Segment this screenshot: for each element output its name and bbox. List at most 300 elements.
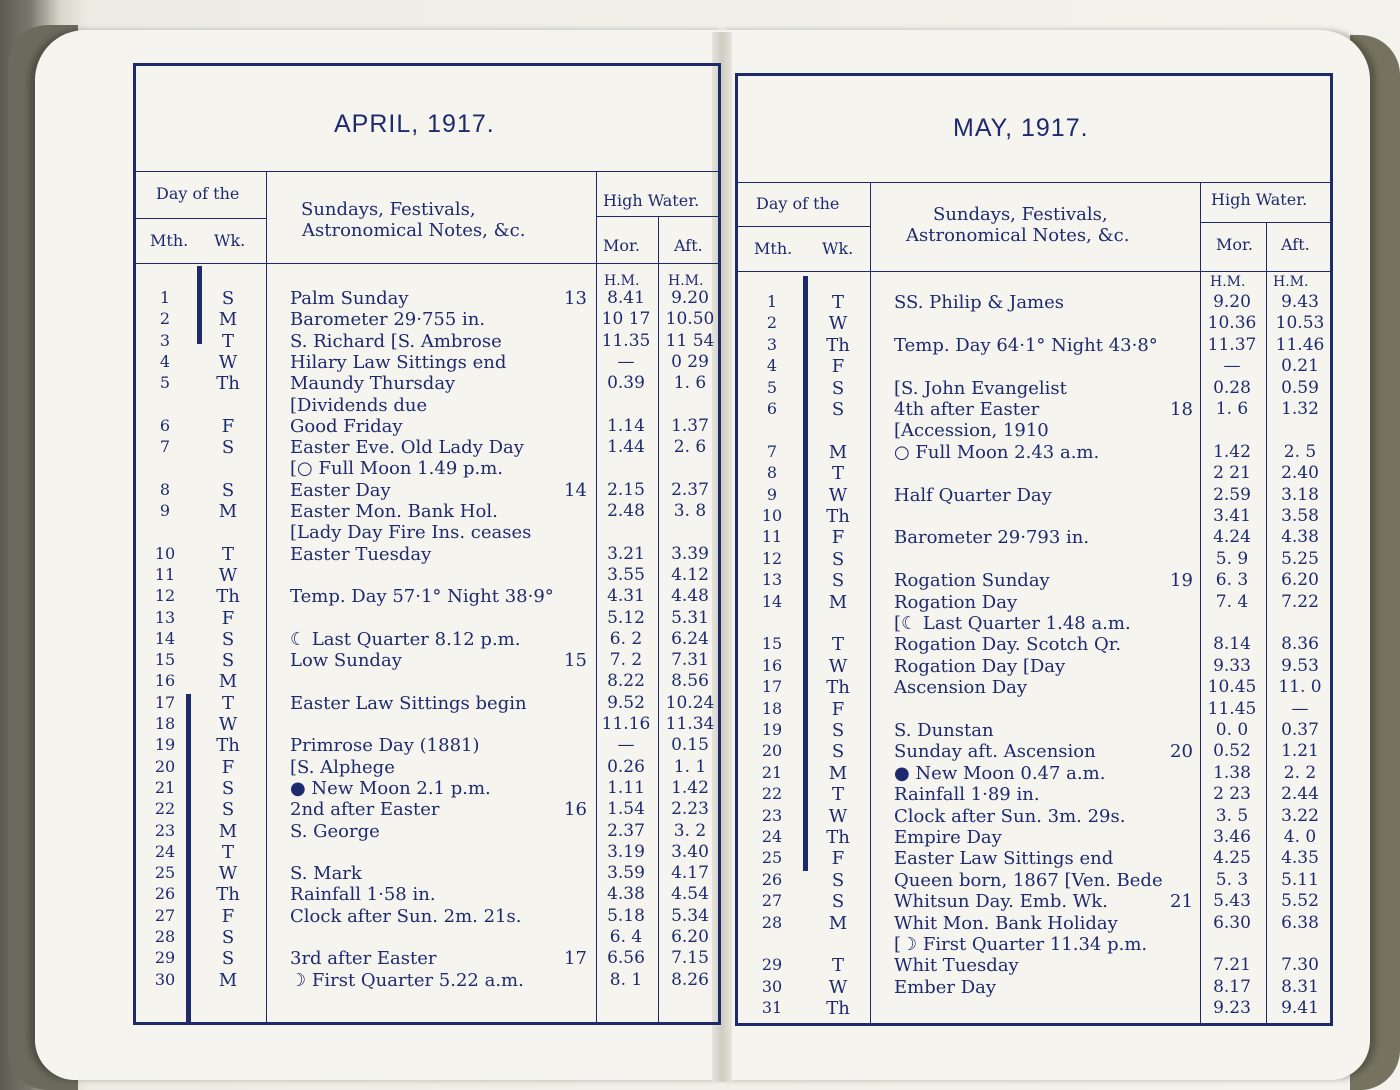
cell-wk: S [221,437,235,459]
cell-wk: S [831,377,845,399]
table-row [738,699,1330,720]
cell-mth: 8 [766,463,778,483]
cell-note: 4th after Easter [894,399,1040,420]
table-row [738,870,1330,891]
table-row [738,506,1330,527]
table-row [738,720,1330,741]
table-row [738,292,1330,313]
table-row [136,948,718,969]
cell-aft: 7.31 [671,650,709,671]
table-row [738,656,1330,677]
cell-note: [Accession, 1910 [894,420,1049,442]
cell-wk: W [828,655,848,677]
cell-wk: T [831,634,844,656]
cell-note: S. Mark [290,863,362,885]
cell-mth: 12 [761,548,783,568]
cell-wk: T [831,784,844,806]
table-row [136,458,718,479]
cell-mth: 24 [154,841,176,861]
table-row [738,313,1330,334]
cell-mth: 13 [154,607,176,627]
cell-mth: 5 [766,377,778,397]
divider [136,218,266,219]
cell-aft: 6.20 [1281,570,1319,591]
cell-mor: 0.28 [1213,377,1251,398]
cell-note: S. George [290,820,380,842]
cell-aft: 8.56 [671,671,709,692]
cell-mth: 20 [154,756,176,776]
cell-wk: F [221,756,235,778]
cell-aft: 8.26 [671,969,709,990]
cell-mth: 10 [154,543,176,563]
cell-note: Rogation Day [894,591,1018,613]
cell-wk: S [221,288,235,309]
cell-mth: 22 [154,799,176,819]
cell-mor: — [617,351,635,372]
table-row [738,356,1330,377]
table-row [738,442,1330,463]
cell-aft: 7.22 [1281,591,1319,612]
cell-mor: 6.56 [607,948,645,969]
cell-aft: 3. 2 [673,820,707,841]
cell-note: Easter Day [290,479,391,501]
cell-wk: T [831,955,844,977]
cell-aft: 2. 6 [673,437,707,458]
table-row [136,586,718,607]
cell-wk: Th [826,827,850,848]
cell-mth: 4 [159,351,171,371]
cell-mth: 10 [761,506,783,525]
cell-mor: 1.44 [607,437,645,458]
cell-aft: 5.34 [671,905,709,926]
cell-wk: M [828,762,848,784]
cell-mth: 7 [159,437,171,457]
table-row [136,501,718,522]
cell-mor: 5.43 [1213,891,1251,912]
cell-mth: 23 [154,820,176,840]
cell-aft: — [1291,698,1309,719]
table-row [136,416,718,437]
day-of-the-header: Day of the [756,194,840,213]
cell-aft: 0.15 [671,735,709,756]
cell-note: Easter Law Sittings end [894,848,1114,870]
hm-label: H.M. [604,273,640,289]
cell-mor: 7. 2 [609,650,643,671]
cell-aft: 9.41 [1281,998,1319,1019]
cell-wk: W [828,976,848,998]
cell-mor: 3.46 [1213,827,1251,847]
cell-note: Whit Tuesday [894,955,1019,977]
cell-mth: 14 [761,591,783,611]
cell-mth: 23 [761,805,783,825]
table-row [738,399,1330,420]
table-row [136,927,718,948]
notes-header-line1: Sundays, Festivals, [301,199,476,220]
cell-mth: 18 [761,698,783,718]
cell-note: Ember Day [894,976,997,998]
cell-mor: 11.16 [601,714,651,734]
cell-aft: 8.36 [1281,634,1319,655]
cell-wk: Th [826,998,850,1020]
cell-mor: 0.39 [607,373,645,394]
cell-aft: 4.12 [671,564,709,585]
cell-mth: 6 [766,399,778,418]
cell-note: Rainfall 1·58 in. [290,884,436,906]
divider [136,171,718,172]
mor-header: Mor. [603,236,640,255]
table-row [738,378,1330,399]
table-row [738,613,1330,634]
cell-mor: 0.52 [1213,741,1251,762]
cell-mth: 30 [761,976,783,996]
cell-mor: 3.19 [607,841,645,862]
notes-header-line2: Astronomical Notes, &c. [906,225,1130,246]
cell-note: S. Dunstan [894,720,994,741]
cell-wk: S [221,799,235,821]
cell-note: Temp. Day 64·1° Night 43·8° [894,334,1158,356]
cell-mor: 2.59 [1213,484,1251,505]
cell-wk: F [221,607,235,629]
cell-mth: 14 [154,628,176,648]
cell-mor: 3.59 [607,863,645,884]
cell-note: [Dividends due [290,394,428,416]
cell-mth: 15 [154,650,176,670]
high-water-header: High Water. [603,191,700,210]
cell-wk: Th [216,735,240,757]
cell-wk: Th [216,373,240,395]
cell-note: [S. Alphege [290,756,395,778]
notes-header-line2: Astronomical Notes, &c. [302,220,526,241]
cell-mor: 6. 2 [609,628,643,649]
table-row [136,629,718,650]
cell-wk: T [221,692,234,714]
cell-mth: 28 [154,927,176,946]
table-row [738,592,1330,613]
cell-note: [S. John Evangelist [894,377,1067,399]
cell-mor: 7.21 [1213,955,1251,976]
cell-mth: 4 [766,356,778,376]
aft-header: Aft. [674,236,703,255]
cell-mor: 10.36 [1207,313,1257,334]
table-row [738,420,1330,441]
cell-mor: 8.14 [1213,634,1251,655]
table-row [738,955,1330,976]
cell-note: [Lady Day Fire Ins. ceases [290,522,532,544]
cell-mth: 5 [159,373,171,393]
cell-aft: 1.37 [671,415,709,436]
cell-wk: W [218,351,238,373]
cell-note: [○ Full Moon 1.49 p.m. [290,458,504,480]
table-row [738,891,1330,912]
aft-header: Aft. [1281,235,1310,254]
cell-mth: 25 [154,863,176,883]
table-row [738,998,1330,1019]
cell-mor: 2.37 [607,820,645,841]
cell-mor: 1.42 [1213,441,1251,462]
cell-aft: 3.40 [671,841,709,862]
cell-wk: F [221,905,235,927]
cell-wk: S [831,548,845,570]
cell-mth: 3 [159,330,171,350]
cell-aft: 9.53 [1281,655,1319,676]
cell-mor: 3.21 [607,543,645,564]
table-row [738,848,1330,869]
mor-header: Mor. [1216,235,1253,254]
cell-mth: 17 [154,692,176,712]
cell-mth: 28 [761,912,783,932]
cell-aft: 0.37 [1281,720,1319,740]
cell-aft: 9.20 [671,288,709,308]
cell-mor: 1.11 [607,777,645,798]
cell-mth: 18 [154,714,176,733]
table-row [738,827,1330,848]
cell-aft: 1.21 [1281,741,1319,762]
cell-mth: 20 [761,741,783,761]
cell-aft: 11 54 [665,330,715,351]
cell-note: SS. Philip & James [894,292,1065,313]
cell-num: 20 [1170,741,1193,763]
table-row [136,352,718,373]
cell-note: Rogation Sunday [894,570,1050,592]
cell-aft: 4.54 [671,884,709,905]
cell-aft: 11.34 [665,714,715,734]
cell-aft: 2. 2 [1283,762,1317,783]
table-row [738,806,1330,827]
cell-wk: S [221,948,235,970]
cell-aft: 4.38 [1281,527,1319,548]
cell-mth: 13 [761,570,783,590]
cell-note: [☽ First Quarter 11.34 p.m. [894,934,1148,955]
cell-mth: 24 [761,827,783,846]
cell-aft: 11. 0 [1278,677,1322,698]
cell-aft: 11.46 [1275,334,1325,355]
divider [1200,222,1330,223]
table-row [136,544,718,565]
cell-mth: 7 [766,441,778,461]
cell-aft: 3.22 [1281,805,1319,826]
cell-aft: 3.58 [1281,506,1319,526]
table-row [136,650,718,671]
cell-mth: 31 [761,998,783,1018]
table-row [136,331,718,352]
cell-wk: M [218,969,238,991]
cell-wk: S [831,741,845,763]
table-row [738,463,1330,484]
table-row [136,693,718,714]
cell-num: 14 [564,479,587,501]
table-row [136,608,718,629]
cell-mth: 16 [154,671,176,691]
cell-note: ☽ First Quarter 5.22 a.m. [290,969,524,991]
cell-note: Barometer 29·755 in. [290,309,486,331]
cell-note: Whit Mon. Bank Holiday [894,912,1118,934]
cell-mor: 1.38 [1213,762,1251,783]
cell-wk: M [218,671,238,693]
divider [738,182,1330,183]
cell-note: Easter Law Sittings begin [290,692,527,714]
cell-mth: 15 [761,634,783,654]
cell-note: Low Sunday [290,650,402,672]
cell-mth: 29 [761,955,783,975]
cell-note: Whitsun Day. Emb. Wk. [894,891,1108,913]
cell-aft: 4. 0 [1283,827,1317,847]
cell-note: ● New Moon 2.1 p.m. [290,777,491,799]
cell-mor: 10.45 [1207,677,1257,698]
divider [738,271,1330,272]
table-row [136,395,718,416]
table-row [136,757,718,778]
table-row [738,485,1330,506]
cell-mor: 8.17 [1213,976,1251,997]
cell-mth: 19 [761,720,783,739]
cell-wk: S [221,777,235,799]
cell-mor: 0. 0 [1215,720,1249,740]
cell-note: 3rd after Easter [290,948,437,970]
table-row [738,634,1330,655]
cell-mor: 5. 9 [1215,548,1249,569]
cell-note: Barometer 29·793 in. [894,527,1090,549]
cell-wk: S [831,570,845,592]
cell-wk: T [831,463,844,485]
cell-mth: 6 [159,415,171,435]
mth-header: Mth. [150,231,189,250]
cell-mor: 1.14 [607,415,645,436]
cell-note: Rainfall 1·89 in. [894,784,1040,806]
table-row [738,677,1330,698]
cell-note: Rogation Day. Scotch Qr. [894,634,1122,656]
cell-note: Palm Sunday [290,288,409,309]
cell-mth: 1 [159,288,171,307]
cell-wk: W [828,313,848,335]
cell-mth: 27 [154,905,176,925]
table-row [136,884,718,905]
cell-wk: M [218,820,238,842]
cell-wk: S [221,650,235,672]
cell-wk: F [831,698,845,720]
cell-aft: 3.18 [1281,484,1319,505]
cell-wk: F [221,415,235,437]
cell-mth: 26 [154,884,176,904]
cell-wk: S [831,891,845,913]
cell-mor: 3. 5 [1215,805,1249,826]
cell-wk: M [218,309,238,331]
table-row [738,763,1330,784]
cell-wk: S [831,869,845,891]
table-row [738,549,1330,570]
page-title: APRIL, 1917. [334,110,495,138]
cell-wk: S [831,399,845,420]
cell-note: Half Quarter Day [894,484,1052,506]
cell-mth: 22 [761,784,783,804]
table-row [136,714,718,735]
table-row [738,934,1330,955]
cell-aft: 6.38 [1281,912,1319,933]
cell-mth: 9 [766,484,778,504]
cell-wk: T [221,841,234,863]
cell-mor: 6. 4 [609,927,643,947]
cell-mor: — [617,735,635,756]
cell-num: 21 [1170,891,1193,913]
cell-mor: 11.45 [1207,698,1257,719]
cell-wk: W [218,564,238,586]
table-row [136,480,718,501]
cell-aft: 4.48 [671,586,709,607]
cell-aft: 10.53 [1275,313,1325,334]
high-water-header: High Water. [1211,190,1308,209]
cell-mor: 9.33 [1213,655,1251,676]
cell-mth: 25 [761,848,783,868]
cell-aft: 1. 6 [673,373,707,394]
cell-note: Good Friday [290,415,403,437]
cell-mor: 4.25 [1213,848,1251,869]
cell-num: 15 [564,650,587,672]
cell-note: ○ Full Moon 2.43 a.m. [894,441,1100,463]
table-row [738,741,1330,762]
cell-mor: 10 17 [601,309,651,330]
cell-wk: S [221,628,235,650]
hm-label: H.M. [1210,274,1246,290]
cell-note: Rogation Day [Day [894,655,1066,677]
table-row [136,309,718,330]
cell-num: 17 [564,948,587,970]
cell-mor: 2.48 [607,501,645,521]
table-row [136,821,718,842]
cell-aft: 1.32 [1281,399,1319,419]
cell-mor: 3.41 [1213,506,1251,526]
cell-wk: W [218,863,238,885]
cell-aft: 6.24 [671,628,709,649]
cell-aft: 2. 5 [1283,441,1317,462]
cell-mth: 29 [154,948,176,968]
cell-aft: 3. 8 [673,501,707,521]
cell-mor: 11.37 [1207,334,1257,355]
cell-mth: 27 [761,891,783,911]
cell-wk: Th [826,334,850,356]
cell-mth: 30 [154,969,176,989]
cell-aft: 4.35 [1281,848,1319,869]
table-row [136,842,718,863]
cell-mth: 3 [766,334,778,354]
cell-aft: 1. 1 [673,756,707,777]
table-row [738,570,1330,591]
table-row [136,778,718,799]
cell-mor: 1. 6 [1215,399,1249,419]
cell-note: S. Richard [S. Ambrose [290,330,502,352]
cell-aft: 4.17 [671,863,709,884]
table-row [136,799,718,820]
table-row [738,784,1330,805]
cell-mor: 11.35 [601,330,651,351]
cell-mor: 5.12 [607,607,645,628]
cell-note: ● New Moon 0.47 a.m. [894,762,1106,784]
cell-mor: 0.26 [607,756,645,777]
cell-note: Maundy Thursday [290,373,456,395]
cell-note: Queen born, 1867 [Ven. Bede [894,869,1163,891]
cell-mth: 1 [766,292,778,311]
may-calendar [735,73,1333,1026]
cell-mth: 17 [761,677,783,697]
cell-mor: 2 21 [1213,463,1251,484]
cell-mor: 5. 3 [1215,869,1249,890]
table-row [738,335,1330,356]
cell-num: 13 [564,288,587,309]
cell-mor: 7. 4 [1215,591,1249,612]
cell-mor: 2 23 [1213,784,1251,805]
cell-aft: 2.23 [671,799,709,820]
cell-mor: 4.31 [607,586,645,607]
cell-wk: F [831,848,845,870]
cell-mor: 5.18 [607,905,645,926]
